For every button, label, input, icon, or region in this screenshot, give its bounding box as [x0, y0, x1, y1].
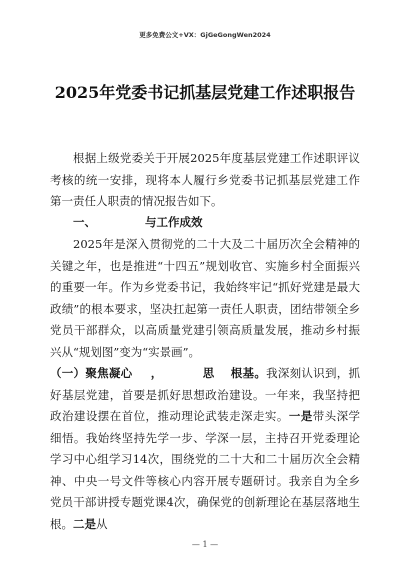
subsection-title-part-2: ， — [150, 366, 163, 380]
paragraph-two: 2025年是深入贯彻党的二十大及二十届历次全会精神的关键之年，也是推进“十四五”规划收官、实施乡村全面振兴的重要一年。作为乡党委书记，我始终牢记“抓好党建是最大政绩”的根本要求，坚决扛起第一责任人职责，团结带领全乡党员干部群众，以高质量党建引领高质量发展，推动乡村振兴从“规划图”变为“实景画”。 — [50, 237, 360, 359]
paragraph-three-text-c: 从 — [96, 516, 108, 531]
subsection-title-part-3: 思 — [202, 366, 215, 380]
page-number: — 1 — — [191, 540, 219, 549]
paragraph-three-text-a: 我深刻认识到，抓好基层党建，首要是抓好思想政治建设。一年来，我坚持把政治建设摆在首位，推动理论武装走深走实。 — [50, 366, 361, 423]
section-number: 一、 — [73, 215, 96, 229]
section-title: 与工作成效 — [145, 215, 203, 229]
bold-point-two: 二是 — [73, 516, 96, 531]
document-title: 2025年党委书记抓基层党建工作述职报告 — [54, 83, 356, 102]
paragraph-three-text-b: 带头深学细悟。我始终坚持先学一步、学深一层，主持召开党委理论学习中心组学习14次，围绕党的二十大和二十届历次全会精神、中央一号文件等核心内容开展专题研讨。我亲自为全乡党员干部讲授专题党课4次，确保党的创新理论在基层落地生根。 — [50, 409, 361, 531]
bold-point-one: 一是 — [288, 409, 313, 423]
header-note: 更多免费公文+VX：GjGeGongWen2024 — [139, 31, 271, 39]
paragraph-three — [50, 363, 360, 535]
subsection-title-part-1: （一）聚焦凝心 — [50, 366, 133, 380]
subsection-title-part-4: 根基。 — [230, 366, 267, 380]
intro-paragraph: 根据上级党委关于开展2025年度基层党建工作述职评议考核的统一安排，现将本人履行乡党委书记抓基层党建工作第一责任人职责的情况报告如下。 — [50, 151, 360, 208]
